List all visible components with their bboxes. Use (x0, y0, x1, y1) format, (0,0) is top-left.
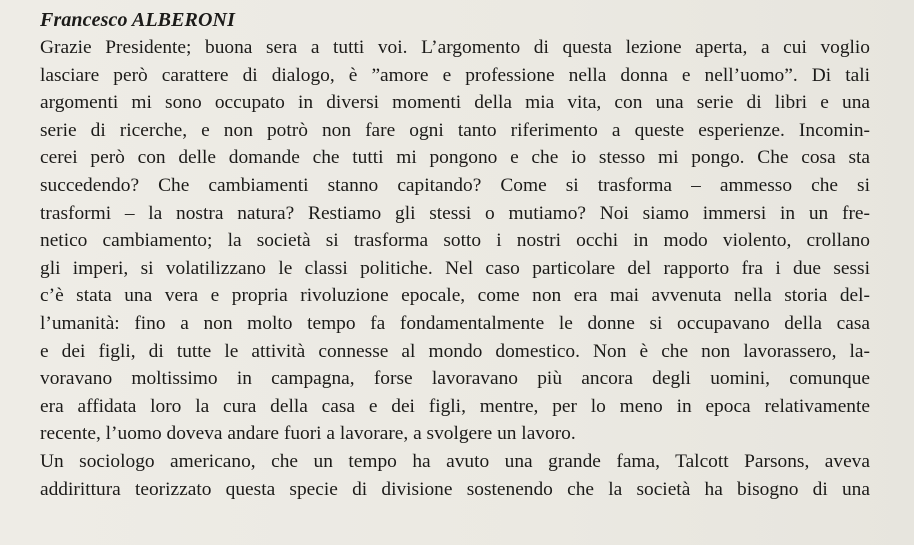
text-line: cerei però con delle domande che tutti mi pongono e che io stesso mi pongo. Che cosa sta (40, 147, 870, 169)
text-line: succedendo? Che cambiamenti stanno capitando? Come si trasforma – ammesso che si (40, 174, 870, 196)
text-line: c’è stata una vera e propria rivoluzione epocale, come non era mai avvenuta nella storia del- (40, 285, 870, 307)
text-line: e dei figli, di tutte le attività connesse al mondo domestico. Non è che non lavorassero, la- (40, 340, 870, 362)
text-line: argomenti mi sono occupato in diversi momenti della mia vita, con una serie di libri e una (40, 92, 870, 114)
text-line: Un sociologo americano, che un tempo ha avuto una grande fama, Talcott Parsons, aveva (40, 450, 870, 472)
speech-paragraph (40, 34, 870, 503)
text-line: recente, l’uomo doveva andare fuori a lavorare, a svolgere un lavoro. (40, 423, 576, 445)
text-line: Grazie Presidente; buona sera a tutti voi. L’argomento di questa lezione aperta, a cui voglio (40, 37, 870, 58)
text-line: gli imperi, si volatilizzano le classi politiche. Nel caso particolare del rapporto fra i due sessi (40, 257, 870, 279)
text-line: trasformi – la nostra natura? Restiamo gli stessi o mutiamo? Noi siamo immersi in un fre- (40, 202, 870, 224)
speaker-name: Francesco ALBERONI (40, 9, 235, 31)
text-line: netico cambiamento; la società si trasforma sotto i nostri occhi in modo violento, crollano (40, 230, 870, 252)
text-line: lasciare però carattere di dialogo, è ”amore e professione nella donna e nell’uomo”. Di tali (40, 64, 870, 86)
transcript-block (40, 6, 870, 503)
text-line: era affidata loro la cura della casa e dei figli, mentre, per lo meno in epoca relativamente (40, 395, 870, 417)
text-line: l’umanità: fino a non molto tempo fa fondamentalmente le donne si occupavano della casa (40, 312, 870, 334)
text-line: voravano moltissimo in campagna, forse lavoravano più ancora degli uomini, comunque (40, 368, 870, 390)
text-line: addirittura teorizzato questa specie di divisione sostenendo che la società ha bisogno di una (40, 478, 870, 500)
text-line: serie di ricerche, e non potrò non fare ogni tanto riferimento a queste esperienze. Incomin- (40, 119, 870, 141)
